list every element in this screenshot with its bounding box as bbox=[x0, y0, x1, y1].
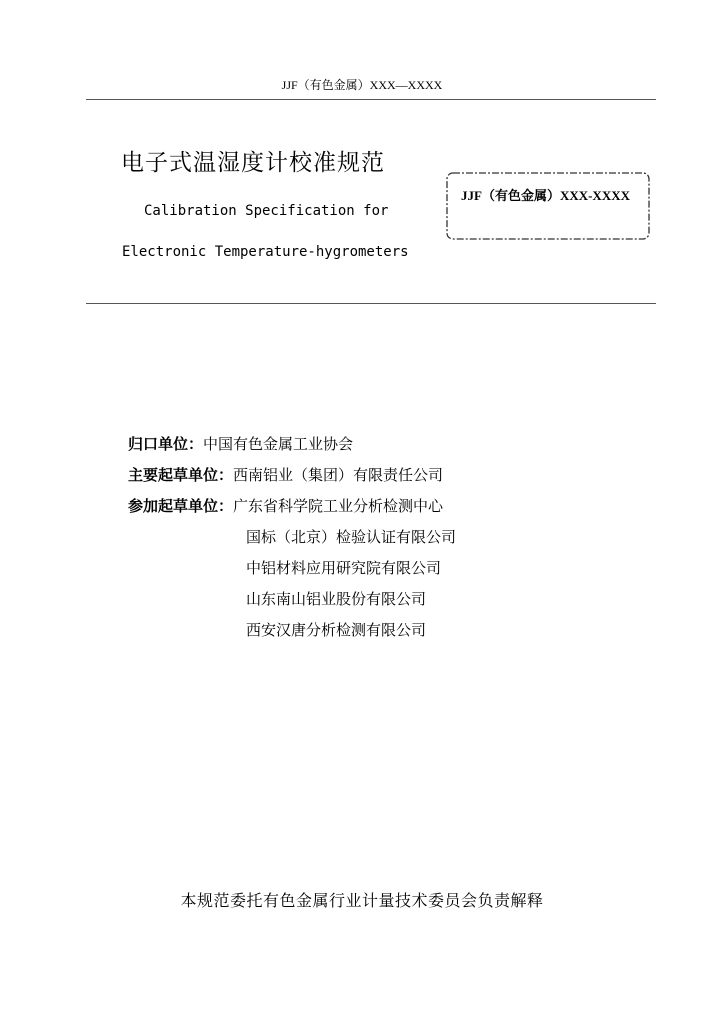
participant-item: 中铝材料应用研究院有限公司 bbox=[246, 559, 442, 577]
participants-label: 参加起草单位： bbox=[128, 497, 234, 515]
participants-row bbox=[128, 496, 456, 527]
responsible-unit-value: 中国有色金属工业协会 bbox=[203, 435, 354, 453]
header-rule bbox=[86, 99, 656, 100]
participant-row bbox=[128, 620, 456, 651]
title-english-line2: Electronic Temperature-hygrometers bbox=[122, 244, 409, 260]
participant-item: 广东省科学院工业分析检测中心 bbox=[233, 497, 444, 515]
responsible-unit-label: 归口单位： bbox=[128, 435, 204, 453]
participant-item: 山东南山铝业股份有限公司 bbox=[246, 590, 427, 608]
participant-item: 西安汉唐分析检测有限公司 bbox=[246, 621, 427, 639]
main-drafter-label: 主要起草单位： bbox=[128, 466, 234, 484]
main-drafter-row bbox=[128, 465, 456, 496]
standard-code-box bbox=[445, 171, 651, 241]
participant-row bbox=[128, 527, 456, 558]
main-drafter-value: 西南铝业（集团）有限责任公司 bbox=[233, 466, 444, 484]
drafting-units bbox=[128, 434, 456, 651]
participant-row bbox=[128, 558, 456, 589]
participant-row bbox=[128, 589, 456, 620]
header-standard-code: JJF（有色金属）XXX—XXXX bbox=[281, 78, 443, 92]
title-chinese: 电子式温湿度计校准规范 bbox=[121, 150, 385, 176]
title-english-line1: Calibration Specification for bbox=[144, 203, 389, 219]
footer-note: 本规范委托有色金属行业计量技术委员会负责解释 bbox=[180, 891, 544, 910]
responsible-unit-row bbox=[128, 434, 456, 465]
standard-code-text: JJF（有色金属）XXX-XXXX bbox=[461, 188, 630, 203]
dashed-border bbox=[445, 171, 651, 241]
title-rule bbox=[86, 303, 656, 304]
participant-item: 国标（北京）检验认证有限公司 bbox=[246, 528, 457, 546]
